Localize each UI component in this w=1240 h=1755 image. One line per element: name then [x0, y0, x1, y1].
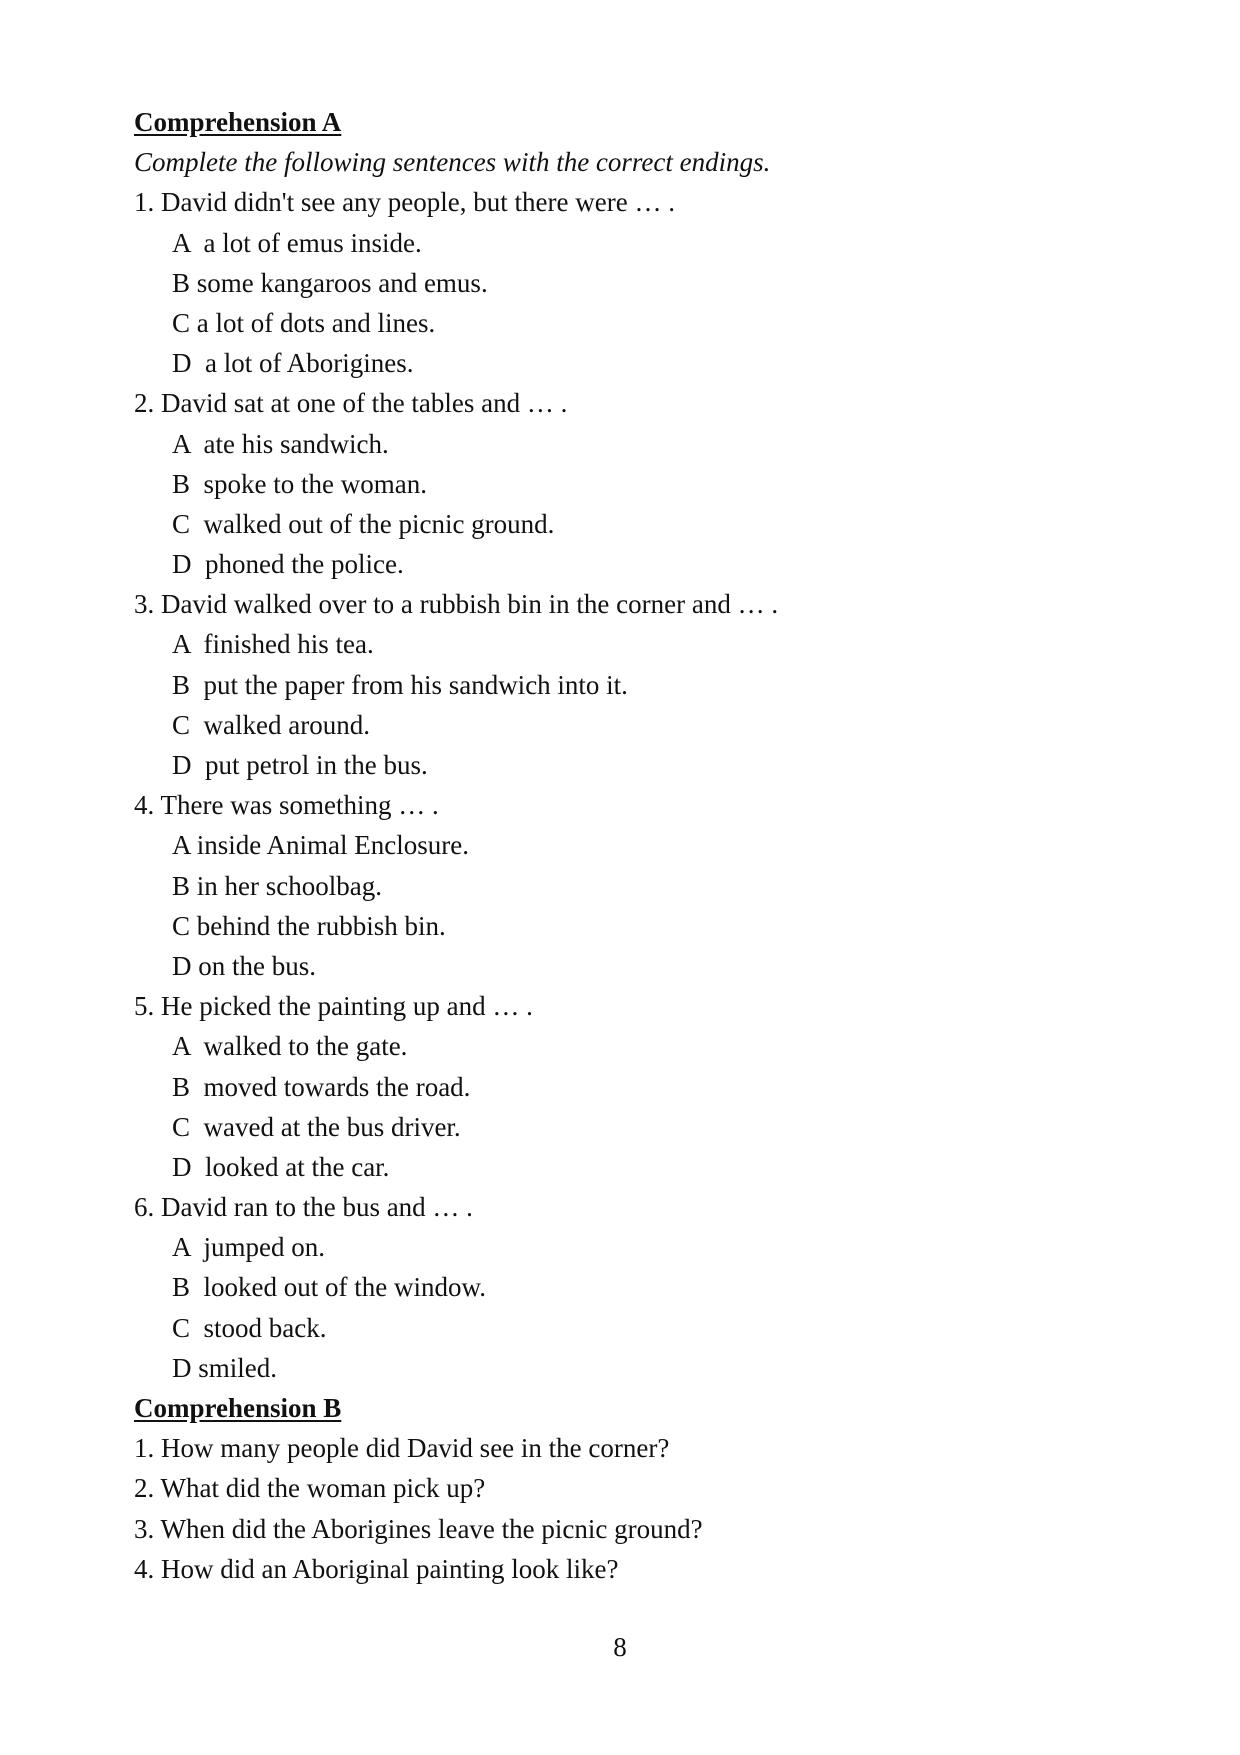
answer-option: C behind the rubbish bin. [172, 910, 446, 941]
question-stem: 2. David sat at one of the tables and … . [134, 388, 568, 419]
answer-option: D a lot of Aborigines. [172, 348, 414, 379]
comprehension-b-heading: Comprehension B [134, 1393, 342, 1423]
open-question: 3. When did the Aborigines leave the picnic ground? [134, 1513, 703, 1544]
answer-option: A finished his tea. [172, 629, 374, 660]
answer-option: D smiled. [172, 1352, 277, 1383]
question-3 [134, 584, 1114, 785]
comprehension-a-instruction: Complete the following sentences with the correct endings. [134, 147, 771, 178]
question-1 [134, 182, 1114, 383]
answer-option: C waved at the bus driver. [172, 1111, 461, 1142]
open-question: 2. What did the woman pick up? [134, 1473, 486, 1504]
question-stem: 3. David walked over to a rubbish bin in the corner and … . [134, 589, 779, 620]
question-5 [134, 986, 1114, 1187]
question-4 [134, 785, 1114, 986]
answer-option: B moved towards the road. [172, 1071, 471, 1102]
answer-option: B some kangaroos and emus. [172, 267, 488, 298]
answer-option: B looked out of the window. [172, 1272, 486, 1303]
worksheet-page [134, 102, 1114, 1589]
comprehension-a-heading: Comprehension A [134, 107, 342, 137]
open-question: 1. How many people did David see in the corner? [134, 1433, 670, 1464]
answer-option: D phoned the police. [172, 549, 404, 580]
question-stem: 1. David didn't see any people, but there were … . [134, 187, 675, 218]
answer-option: D on the bus. [172, 950, 316, 981]
question-2 [134, 383, 1114, 584]
answer-option: A walked to the gate. [172, 1031, 408, 1062]
answer-option: B spoke to the woman. [172, 468, 427, 499]
answer-option: C walked out of the picnic ground. [172, 508, 555, 539]
open-question: 4. How did an Aboriginal painting look like? [134, 1553, 619, 1584]
answer-option: D put petrol in the bus. [172, 750, 428, 780]
answer-option: A ate his sandwich. [172, 428, 389, 459]
answer-option: A inside Animal Enclosure. [172, 830, 469, 861]
question-stem: 4. There was something … . [134, 790, 439, 821]
question-stem: 6. David ran to the bus and … . [134, 1192, 473, 1223]
answer-option: C stood back. [172, 1312, 327, 1343]
answer-option: A a lot of emus inside. [172, 227, 422, 258]
answer-option: C a lot of dots and lines. [172, 307, 436, 338]
question-6 [134, 1187, 1114, 1388]
answer-option: D looked at the car. [172, 1151, 390, 1182]
answer-option: B in her schoolbag. [172, 870, 382, 901]
question-stem: 5. He picked the painting up and … . [134, 991, 533, 1022]
page-number: 8 [613, 1632, 627, 1662]
answer-option: A jumped on. [172, 1232, 325, 1263]
answer-option: C walked around. [172, 709, 370, 740]
answer-option: B put the paper from his sandwich into it. [172, 669, 628, 700]
